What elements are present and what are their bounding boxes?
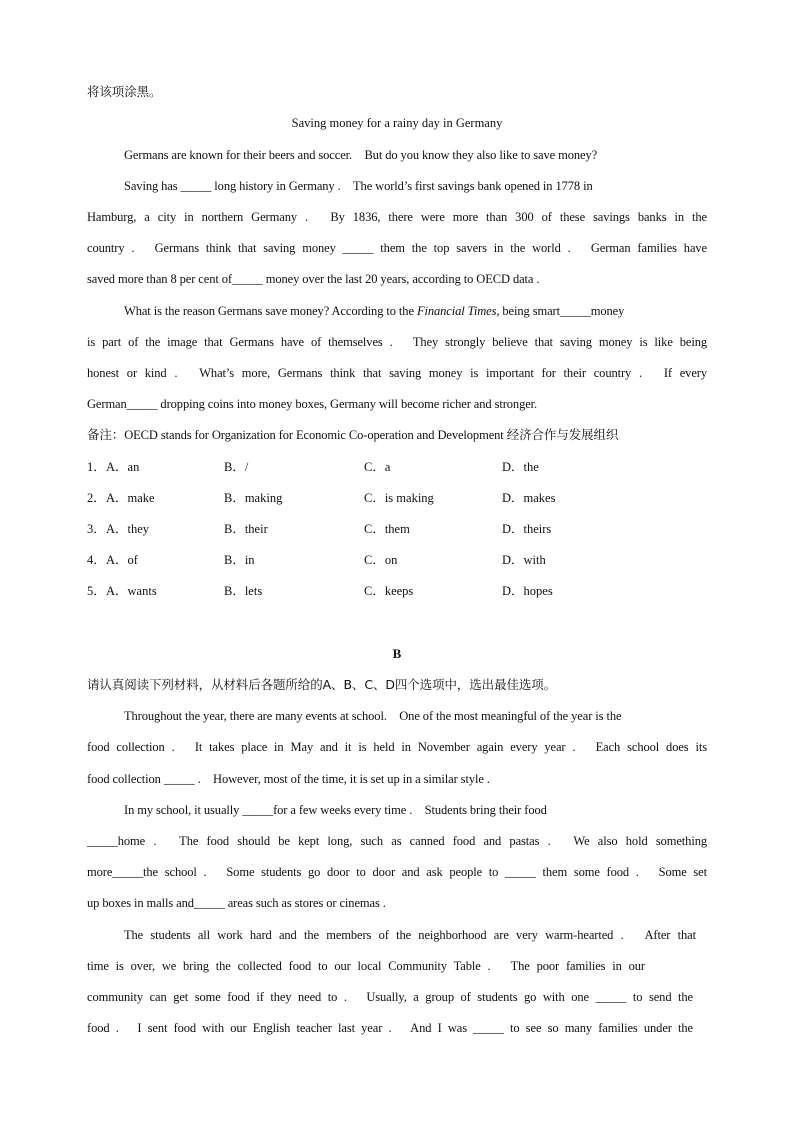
option-d[interactable]: D．hopes [502,584,553,598]
option-a[interactable]: A．of [106,553,138,567]
passage-line-text: What is the reason Germans save money? According to the [124,304,414,318]
note-text: OECD stands for Organization for Economic Co-operation and Development [124,428,504,442]
passage-line: up boxes in malls and_____ areas such as stores or cinemas . [87,896,386,910]
section-instruction: 请认真阅读下列材料，从材料后各题所给的A、B、C、D四个选项中，选出最佳选项。 [87,677,557,692]
note-chinese: 经济合作与发展组织 [506,427,619,442]
newspaper-name: Financial Times [416,304,497,318]
option-c[interactable]: C．keeps [364,584,414,598]
passage-line: _____home . The food should be kept long, such as canned food and pastas . We also hold something [87,834,707,848]
question-number: 3． [87,522,106,536]
passage-line: food collection . It takes place in May and it is held in November again every year . Each school does its [87,740,707,754]
passage-line: honest or kind . What’s more, Germans think that saving money is important for their country . If every [87,366,707,380]
passage-line: The students all work hard and the members of the neighborhood are very warm-hearted . After that [124,928,696,942]
passage-line: Germans are known for their beers and soccer. But do you know they also like to save money? [124,148,598,162]
option-b[interactable]: B．making [224,491,283,505]
passage-line: is part of the image that Germans have of themselves . They strongly believe that saving money is like being [87,335,707,349]
question-number: 5． [87,584,106,598]
passage-line: German_____ dropping coins into money boxes, Germany will become richer and stronger. [87,397,538,411]
question-number: 1． [87,460,106,474]
option-c[interactable]: C．them [364,522,410,536]
passage-line: Throughout the year, there are many events at school. One of the most meaningful of the year is the [124,709,622,723]
passage-line: Saving has _____ long history in Germany . The world’s first savings bank opened in 1778 in [124,179,593,193]
option-b[interactable]: B．/ [224,460,249,474]
passage-line: time is over, we bring the collected food to our local Community Table . The poor families in our [87,959,645,973]
option-d[interactable]: D．makes [502,491,556,505]
passage-line: community can get some food if they need to . Usually, a group of students go with one _____ to send the [87,990,693,1004]
instruction-text: 将该项涂黑。 [87,84,162,99]
passage-line-tail: , being smart_____money [496,304,625,318]
option-a[interactable]: A．make [106,491,155,505]
option-a[interactable]: A．wants [106,584,157,598]
question-number: 2． [87,491,106,505]
option-d[interactable]: D．theirs [502,522,552,536]
passage-line: more_____the school . Some students go door to door and ask people to _____ them some food . Some set [87,865,707,879]
passage-line: saved more than 8 per cent of_____ money over the last 20 years, according to OECD data . [87,272,540,286]
option-c[interactable]: C．a [364,460,391,474]
passage-line: food . I sent food with our English teacher last year . And I was _____ to see so many families under the [87,1021,693,1035]
note-line [87,427,618,443]
section-heading: B [392,646,402,661]
passage-line: Hamburg, a city in northern Germany . By 1836, there were more than 300 of these savings banks in the [87,210,707,224]
option-d[interactable]: D．the [502,460,539,474]
option-b[interactable]: B．in [224,553,255,567]
option-d[interactable]: D．with [502,553,546,567]
option-a[interactable]: A．an [106,460,140,474]
option-c[interactable]: C．on [364,553,398,567]
option-a[interactable]: A．they [106,522,150,536]
passage-line: country . Germans think that saving money _____ them the top savers in the world . German families have [87,241,707,255]
option-c[interactable]: C．is making [364,491,434,505]
passage-title: Saving money for a rainy day in Germany [291,116,503,130]
passage-line [124,303,624,319]
question-number: 4． [87,553,106,567]
passage-line: food collection _____ . However, most of the time, it is set up in a similar style . [87,772,490,786]
note-label: 备注： [87,427,125,442]
option-b[interactable]: B．lets [224,584,263,598]
passage-line: In my school, it usually _____for a few weeks every time . Students bring their food [124,803,547,817]
option-b[interactable]: B．their [224,522,268,536]
